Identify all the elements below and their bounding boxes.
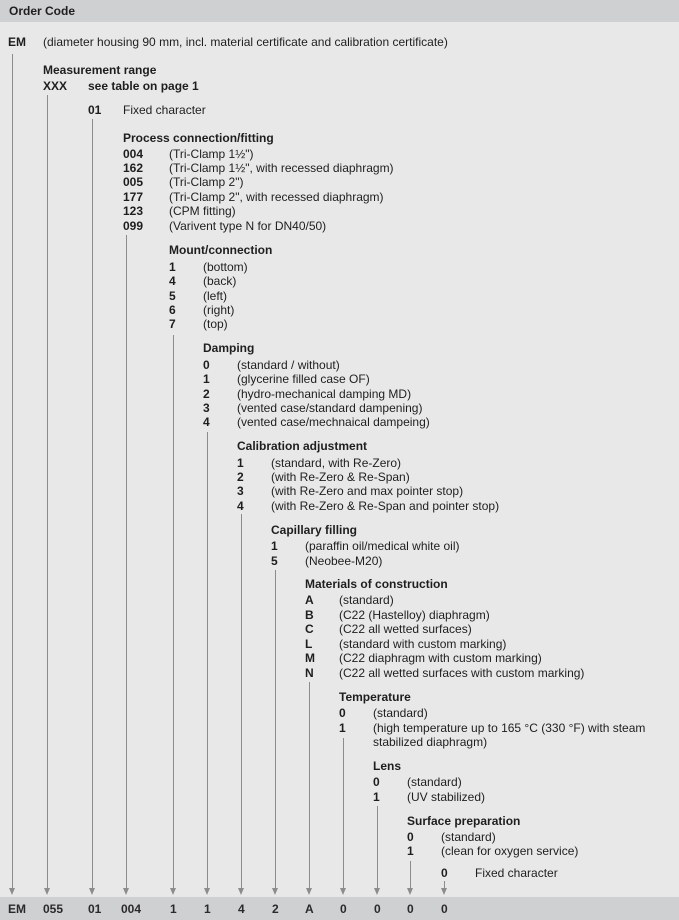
process-option-label: (CPM fitting)	[169, 204, 236, 218]
example-code-segment: 01	[88, 902, 102, 916]
lens-title: Lens	[373, 759, 402, 773]
lens-option-code: 1	[373, 790, 380, 804]
arrow-down-icon	[340, 888, 346, 895]
damping-option-code: 0	[203, 358, 210, 372]
arrow-down-icon	[9, 888, 15, 895]
example-code-segment: 0	[407, 902, 414, 916]
calibration-option-code: 3	[237, 484, 244, 498]
surface-option-code: 1	[407, 844, 414, 858]
order-code-header: Order Code	[0, 0, 679, 22]
arrow-down-icon	[272, 888, 278, 895]
mount-option-label: (left)	[203, 289, 227, 303]
fixed-character-code: 01	[88, 103, 102, 117]
arrow-down-icon	[374, 888, 380, 895]
arrow-down-icon	[89, 888, 95, 895]
materials-option-label: (C22 all wetted surfaces)	[339, 622, 472, 636]
calibration-title: Calibration adjustment	[237, 439, 368, 453]
arrow-down-icon	[306, 888, 312, 895]
calibration-option-code: 1	[237, 456, 244, 470]
materials-option-code: L	[305, 637, 313, 651]
calibration-option-label: (with Re-Zero & Re-Span)	[271, 470, 410, 484]
measurement-range-code: XXX	[43, 79, 68, 93]
materials-option-label: (C22 all wetted surfaces with custom marking)	[339, 666, 585, 680]
mount-option-code: 7	[169, 317, 176, 331]
materials-option-code: A	[305, 593, 314, 607]
example-code-segment: 0	[441, 902, 448, 916]
calibration-option-code: 4	[237, 499, 244, 513]
arrow-down-icon	[170, 888, 176, 895]
mount-option-code: 6	[169, 303, 176, 317]
arrow-down-icon	[407, 888, 413, 895]
temperature-option-label-cont: stabilized diaphragm)	[373, 735, 488, 749]
materials-title: Materials of construction	[305, 577, 448, 591]
fixed-character-label-2: Fixed character	[475, 866, 558, 880]
connector-line-surface	[410, 861, 411, 890]
surface-option-code: 0	[407, 830, 414, 844]
process-option-code: 099	[123, 219, 144, 233]
process-option-code: 162	[123, 161, 144, 175]
connector-line-lens	[377, 806, 378, 890]
example-code-segment: 0	[340, 902, 347, 916]
materials-option-label: (C22 diaphragm with custom marking)	[339, 651, 542, 665]
lens-option-label: (standard)	[407, 775, 462, 789]
mount-title: Mount/connection	[169, 243, 273, 257]
mount-option-code: 1	[169, 260, 176, 274]
example-code-segment: EM	[8, 902, 26, 916]
damping-option-label: (standard / without)	[237, 358, 340, 372]
example-code-segment: 1	[204, 902, 211, 916]
connector-line-mount	[173, 335, 174, 890]
example-code-segment: 0	[374, 902, 381, 916]
connector-line-fixed1	[92, 119, 93, 890]
example-code-segment: 1	[170, 902, 177, 916]
calibration-option-label: (standard, with Re-Zero)	[271, 456, 402, 470]
surface-title: Surface preparation	[407, 814, 521, 828]
connector-line-process	[126, 235, 127, 890]
example-code-segment: 4	[238, 902, 245, 916]
example-code-segment: 2	[272, 902, 279, 916]
capillary-option-code: 1	[271, 539, 278, 553]
damping-option-code: 2	[203, 387, 210, 401]
connector-line-calibration	[241, 514, 242, 890]
mount-option-label: (top)	[203, 317, 228, 331]
damping-option-code: 3	[203, 401, 210, 415]
capillary-option-code: 5	[271, 554, 278, 568]
connector-line-materials	[309, 682, 310, 890]
temperature-title: Temperature	[339, 690, 411, 704]
temperature-option-label: (standard)	[373, 706, 428, 720]
connector-line-em	[12, 54, 13, 890]
surface-option-label: (standard)	[441, 830, 496, 844]
temperature-option-code: 0	[339, 706, 346, 720]
arrow-down-icon	[44, 888, 50, 895]
fixed-character-code-2: 0	[441, 866, 448, 880]
temperature-option-code: 1	[339, 721, 346, 735]
process-option-label: (Tri-Clamp 1½")	[169, 147, 254, 161]
mount-option-code: 4	[169, 274, 176, 288]
process-connection-title: Process connection/fitting	[123, 131, 274, 145]
arrow-down-icon	[204, 888, 210, 895]
materials-option-code: N	[305, 666, 314, 680]
damping-title: Damping	[203, 341, 255, 355]
measurement-range-title: Measurement range	[43, 63, 157, 77]
mount-option-label: (bottom)	[203, 260, 248, 274]
process-option-code: 004	[123, 147, 144, 161]
process-option-label: (Tri-Clamp 2")	[169, 175, 244, 189]
materials-option-label: (standard with custom marking)	[339, 637, 507, 651]
process-option-label: (Tri-Clamp 2", with recessed diaphragm)	[169, 190, 384, 204]
process-option-code: 123	[123, 204, 144, 218]
process-option-label: (Varivent type N for DN40/50)	[169, 219, 327, 233]
damping-option-label: (hydro-mechanical damping MD)	[237, 387, 412, 401]
materials-option-label: (C22 (Hastelloy) diaphragm)	[339, 608, 490, 622]
calibration-option-label: (with Re-Zero & Re-Span and pointer stop)	[271, 499, 500, 513]
damping-option-label: (vented case/mechnaical dampeing)	[237, 415, 430, 429]
materials-option-code: M	[305, 651, 315, 665]
connector-line-range	[47, 95, 48, 890]
calibration-option-code: 2	[237, 470, 244, 484]
arrow-down-icon	[123, 888, 129, 895]
materials-option-code: C	[305, 622, 314, 636]
capillary-option-label: (Neobee-M20)	[305, 554, 383, 568]
surface-option-label: (clean for oxygen service)	[441, 844, 579, 858]
arrow-down-icon	[238, 888, 244, 895]
connector-line-capillary	[275, 570, 276, 890]
process-option-code: 005	[123, 175, 144, 189]
damping-option-code: 4	[203, 415, 210, 429]
fixed-character-label: Fixed character	[123, 103, 206, 117]
capillary-title: Capillary filling	[271, 523, 358, 537]
calibration-option-label: (with Re-Zero and max pointer stop)	[271, 484, 464, 498]
intro-description: (diameter housing 90 mm, incl. material certificate and calibration certificate)	[43, 35, 448, 49]
temperature-option-label: (high temperature up to 165 °C (330 °F) with steam	[373, 721, 646, 735]
damping-option-label: (glycerine filled case OF)	[237, 372, 370, 386]
mount-option-label: (back)	[203, 274, 237, 288]
connector-line-temperature	[343, 738, 344, 890]
measurement-range-description: see table on page 1	[88, 79, 199, 93]
process-option-code: 177	[123, 190, 144, 204]
example-code-segment: 055	[43, 902, 64, 916]
capillary-option-label: (paraffin oil/medical white oil)	[305, 539, 460, 553]
example-code-segment: 004	[121, 902, 142, 916]
materials-option-label: (standard)	[339, 593, 394, 607]
mount-option-label: (right)	[203, 303, 235, 317]
process-option-label: (Tri-Clamp 1½", with recessed diaphragm)	[169, 161, 394, 175]
lens-option-code: 0	[373, 775, 380, 789]
damping-option-code: 1	[203, 372, 210, 386]
intro-code: EM	[8, 35, 26, 49]
damping-option-label: (vented case/standard dampening)	[237, 401, 423, 415]
example-code-segment: A	[305, 902, 314, 916]
mount-option-code: 5	[169, 289, 176, 303]
arrow-down-icon	[441, 888, 447, 895]
materials-option-code: B	[305, 608, 314, 622]
lens-option-label: (UV stabilized)	[407, 790, 486, 804]
connector-line-damping	[207, 432, 208, 890]
